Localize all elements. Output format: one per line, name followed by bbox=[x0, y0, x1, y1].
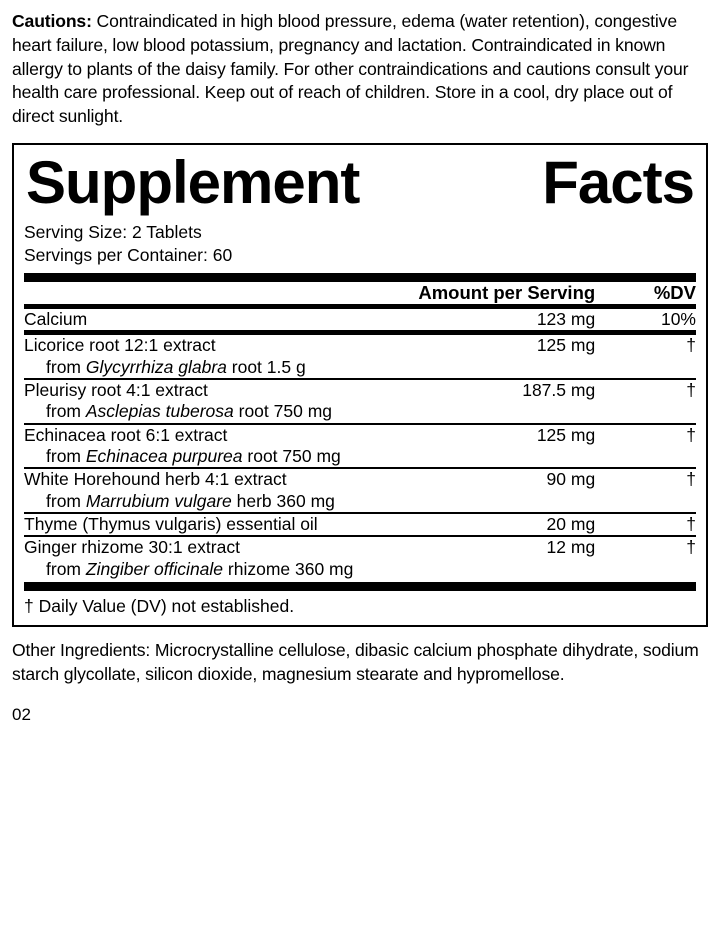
header-percent-dv: %DV bbox=[653, 281, 696, 303]
row-source: from Glycyrrhiza glabra root 1.5 g bbox=[46, 356, 306, 377]
row-amount: 12 mg bbox=[546, 537, 596, 558]
row-dv: † bbox=[686, 537, 696, 558]
row-name-text: Calcium bbox=[24, 308, 88, 329]
row-name-text: Thyme (Thymus vulgaris) essential oil bbox=[24, 514, 318, 535]
row-name bbox=[24, 425, 414, 468]
serving-size: Serving Size: 2 Tablets bbox=[24, 221, 202, 242]
row-amount: 90 mg bbox=[546, 469, 596, 490]
table-row bbox=[24, 469, 696, 512]
table-row bbox=[24, 380, 696, 423]
row-name-text: Echinacea root 6:1 extract bbox=[24, 424, 228, 445]
row-source: from Asclepias tuberosa root 750 mg bbox=[46, 401, 332, 422]
row-name bbox=[24, 335, 414, 378]
row-dv: † bbox=[686, 424, 696, 445]
row-name bbox=[24, 469, 414, 512]
servings-per-container: Servings per Container: 60 bbox=[24, 244, 233, 265]
row-name bbox=[24, 514, 414, 535]
table-row bbox=[24, 425, 696, 468]
daily-value-footnote: † Daily Value (DV) not established. bbox=[24, 596, 295, 617]
table-row bbox=[24, 514, 696, 535]
row-dv: † bbox=[686, 514, 696, 535]
row-name-text: Ginger rhizome 30:1 extract bbox=[24, 537, 240, 558]
cautions-paragraph bbox=[12, 10, 708, 129]
row-name-text: Licorice root 12:1 extract bbox=[24, 335, 216, 356]
cautions-text: Contraindicated in high blood pressure, edema (water retention), congestive heart failure, low blood potassium, pregnancy and lactation. Contraindicated in known allergy to plants of the daisy family. For other contraindications and cautions consult your health care professional. Keep out of reach of children. Store in a cool, dry place out of direct sunlight. bbox=[12, 11, 689, 126]
row-dv: † bbox=[686, 335, 696, 356]
row-amount: 125 mg bbox=[536, 424, 596, 445]
row-amount: 123 mg bbox=[536, 308, 596, 329]
nutrition-table-body bbox=[24, 304, 696, 580]
row-name-text: Pleurisy root 4:1 extract bbox=[24, 379, 208, 400]
header-nutrient bbox=[24, 282, 414, 304]
row-name bbox=[24, 380, 414, 423]
row-amount: 125 mg bbox=[536, 335, 596, 356]
supplement-facts-title bbox=[24, 148, 696, 216]
row-amount: 187.5 mg bbox=[522, 379, 596, 400]
row-name-text: White Horehound herb 4:1 extract bbox=[24, 469, 287, 490]
row-source: from Zingiber officinale rhizome 360 mg bbox=[46, 558, 354, 579]
title-word-supplement: Supplement bbox=[26, 148, 360, 216]
cautions-label: Cautions: bbox=[12, 11, 92, 31]
row-amount: 20 mg bbox=[546, 514, 596, 535]
row-name bbox=[24, 309, 414, 330]
header-amount-per-serving: Amount per Serving bbox=[418, 281, 596, 303]
table-row bbox=[24, 309, 696, 330]
panel-rule-top bbox=[24, 273, 696, 282]
supplement-facts-panel bbox=[12, 143, 708, 627]
row-name bbox=[24, 537, 414, 580]
table-row bbox=[24, 335, 696, 378]
row-source: from Marrubium vulgare herb 360 mg bbox=[46, 490, 335, 511]
table-row bbox=[24, 537, 696, 580]
panel-rule-bottom bbox=[24, 582, 696, 591]
serving-info bbox=[24, 221, 696, 267]
table-header-row bbox=[24, 282, 696, 304]
title-word-facts: Facts bbox=[542, 148, 694, 216]
other-ingredients: Other Ingredients: Microcrystalline cellulose, dibasic calcium phosphate dihydrate, sodium starch glycollate, silicon dioxide, magnesium stearate and hypromellose. bbox=[12, 640, 699, 684]
nutrition-table bbox=[24, 282, 696, 580]
row-dv: † bbox=[686, 379, 696, 400]
row-dv: † bbox=[686, 469, 696, 490]
row-source: from Echinacea purpurea root 750 mg bbox=[46, 446, 341, 466]
page-number: 02 bbox=[12, 704, 31, 724]
row-dv: 10% bbox=[660, 308, 696, 329]
